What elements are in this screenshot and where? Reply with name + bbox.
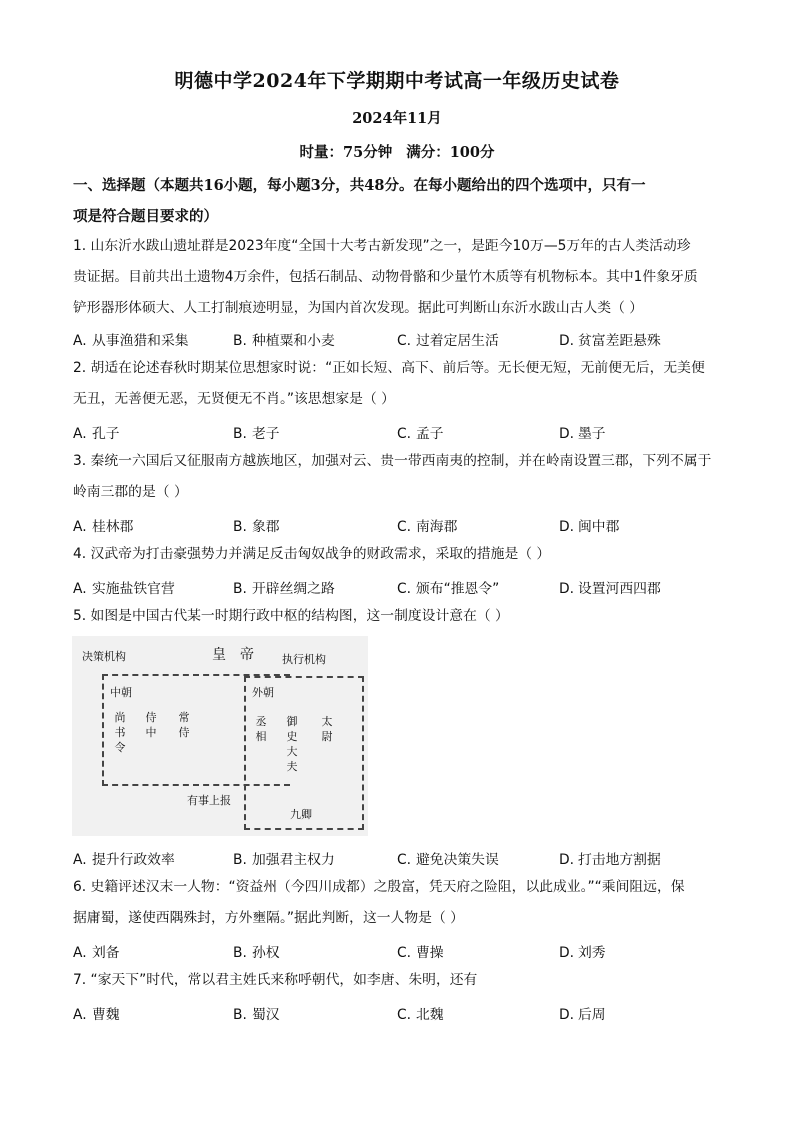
report-label: 有事上报 [187, 794, 231, 807]
option-a[interactable]: A. 孔子 [73, 426, 120, 442]
option-b[interactable]: B. 种植粟和小麦 [233, 333, 335, 349]
option-c[interactable]: C. 南海郡 [397, 519, 458, 535]
section-heading-line: 一、选择题（本题共16小题，每小题3分，共48分。在每小题给出的四个选项中，只有一 [73, 177, 646, 194]
option-b[interactable]: B. 开辟丝绸之路 [233, 581, 335, 597]
option-a[interactable]: A. 曹魏 [73, 1007, 120, 1023]
option-d[interactable]: D. 打击地方割据 [559, 852, 661, 868]
option-c[interactable]: C. 北魏 [397, 1007, 444, 1023]
option-c[interactable]: C. 过着定居生活 [397, 333, 499, 349]
yushidafu-label: 御史大夫 [286, 715, 298, 773]
question-line: 5. 如图是中国古代某一时期行政中枢的结构图，这一制度设计意在（ ） [73, 608, 509, 624]
decision-label: 决策机构 [82, 650, 126, 663]
emperor-label: 皇 帝 [212, 647, 254, 663]
shizhong-label: 侍中 [145, 711, 157, 739]
question-line: 1. 山东沂水跋山遗址群是2023年度“全国十大考古新发现”之一，是距今10万—5万年的古人类活动珍 [73, 238, 691, 254]
exam-meta [0, 141, 794, 162]
option-a[interactable]: A. 提升行政效率 [73, 852, 175, 868]
question-1 [73, 231, 723, 324]
section-heading-line: 项是符合题目要求的） [73, 208, 218, 225]
question-6 [73, 872, 723, 934]
option-d[interactable]: D. 刘秀 [559, 945, 606, 961]
option-a[interactable]: A. 桂林郡 [73, 519, 134, 535]
question-3-options [73, 515, 733, 539]
question-2-options [73, 422, 733, 446]
question-4 [73, 539, 723, 570]
option-b[interactable]: B. 蜀汉 [233, 1007, 280, 1023]
question-line: 岭南三郡的是（ ） [73, 484, 188, 500]
question-line: 铲形器形体硕大、人工打制痕迹明显，为国内首次发现。据此可判断山东沂水跋山古人类（ ） [73, 300, 644, 316]
inner-court-label: 中朝 [110, 686, 132, 699]
structure-diagram [72, 636, 368, 836]
option-b[interactable]: B. 加强君主权力 [233, 852, 335, 868]
question-line: 6. 史籍评述汉末一人物：“资益州（今四川成都）之殷富，凭天府之险阻，以此成业。”“乘间阻远，保 [73, 879, 685, 895]
option-b[interactable]: B. 孙权 [233, 945, 280, 961]
question-line: 4. 汉武帝为打击豪强势力并满足反击匈奴战争的财政需求，采取的措施是（ ） [73, 546, 551, 562]
exam-date: 2024年11月 [352, 110, 442, 127]
changshi-label: 常侍 [178, 711, 190, 739]
outer-court-label: 外朝 [252, 686, 274, 699]
section-heading [73, 170, 723, 232]
option-b[interactable]: B. 老子 [233, 426, 280, 442]
exec-label: 执行机构 [282, 653, 326, 666]
option-c[interactable]: C. 颁布“推恩令” [397, 581, 500, 597]
option-d[interactable]: D. 贫富差距悬殊 [559, 333, 661, 349]
jiuqing-label: 九卿 [290, 808, 312, 821]
question-line: 据庸蜀，遂使西隅殊封，方外壅隔。”据此判断，这一人物是（ ） [73, 910, 464, 926]
option-d[interactable]: D. 闽中郡 [559, 519, 620, 535]
page-title: 明德中学2024年下学期期中考试高一年级历史试卷 [174, 70, 620, 92]
option-c[interactable]: C. 避免决策失误 [397, 852, 499, 868]
taiwei-label: 太尉 [321, 715, 333, 743]
option-d[interactable]: D. 后周 [559, 1007, 606, 1023]
option-c[interactable]: C. 孟子 [397, 426, 444, 442]
question-line: 7. “家天下”时代，常以君主姓氏来称呼朝代，如李唐、朱明，还有 [73, 972, 478, 988]
shangshuling-label: 尚书令 [114, 711, 126, 754]
chengxiang-label: 丞相 [255, 715, 267, 743]
question-7-options [73, 1003, 733, 1027]
question-line: 贵证据。目前共出土遗物4万余件，包括石制品、动物骨骼和少量竹木质等有机物标本。其中1件象牙质 [73, 269, 698, 285]
question-2 [73, 353, 723, 415]
option-a[interactable]: A. 刘备 [73, 945, 120, 961]
score-label: 满分：100分 [406, 144, 495, 161]
question-5 [73, 601, 723, 632]
question-6-options [73, 941, 733, 965]
option-c[interactable]: C. 曹操 [397, 945, 444, 961]
question-line: 无丑，无善便无恶，无贤便无不肖。”该思想家是（ ） [73, 391, 395, 407]
option-d[interactable]: D. 设置河西四郡 [559, 581, 661, 597]
question-3 [73, 446, 723, 508]
question-4-options [73, 577, 733, 601]
option-d[interactable]: D. 墨子 [559, 426, 606, 442]
option-a[interactable]: A. 实施盐铁官营 [73, 581, 175, 597]
question-7 [73, 965, 723, 996]
question-line: 3. 秦统一六国后又征服南方越族地区，加强对云、贵一带西南夷的控制，并在岭南设置三郡，下列不属于 [73, 453, 712, 469]
time-label: 时量：75分钟 [299, 144, 393, 161]
option-a[interactable]: A. 从事渔猎和采集 [73, 333, 189, 349]
question-line: 2. 胡适在论述春秋时期某位思想家时说：“正如长短、高下、前后等。无长便无短，无前便无后，无美便 [73, 360, 705, 376]
question-5-options [73, 848, 733, 872]
option-b[interactable]: B. 象郡 [233, 519, 280, 535]
question-1-options [73, 329, 733, 353]
